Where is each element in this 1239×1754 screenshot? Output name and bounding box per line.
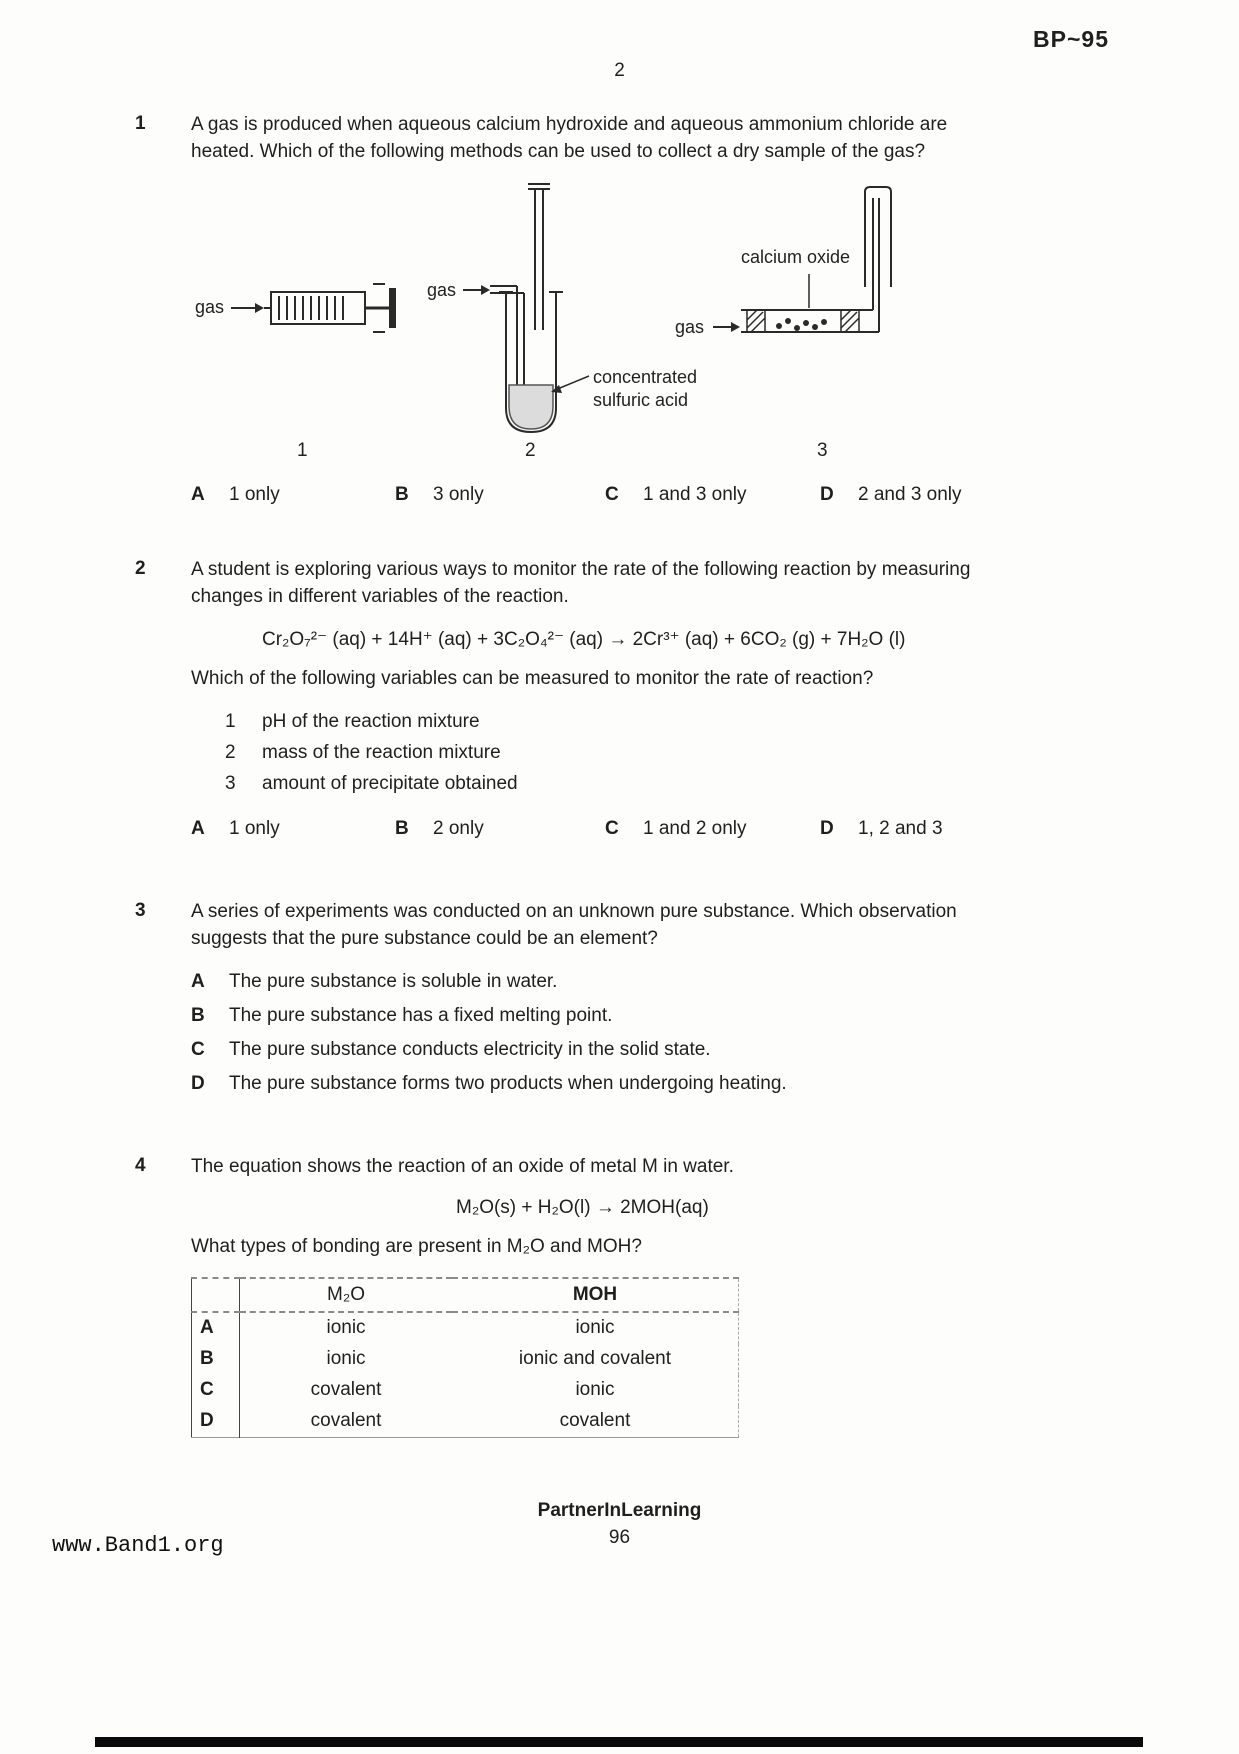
option-letter: D [820,817,834,839]
option-text: 2 only [433,817,484,839]
cell-moh: ionic and covalent [518,1348,672,1370]
apparatus-svg [191,180,991,468]
row-letter: C [192,1375,240,1406]
list-item-number: 2 [225,741,236,763]
option-c [605,816,820,843]
column-header-m2o: M₂O [240,1278,452,1312]
option-c [605,482,820,509]
cell-moh: ionic [575,1317,615,1339]
option-text: The pure substance conducts electricity in the solid state. [229,1038,711,1060]
gas-label-1: gas [195,296,225,317]
question-3-text: A series of experiments was conducted on an unknown pure substance. Which observation suggests that the pure substance could be an element? [191,900,957,949]
question-2-equation: Cr₂O₇²⁻ (aq) + 14H⁺ (aq) + 3C₂O₄²⁻ (aq) → 2Cr³⁺ (aq) + 6CO₂ (g) + 7H₂O (l) [262,628,906,650]
footer-url: www.Band1.org [52,1533,224,1558]
option-text: 2 and 3 only [858,483,962,505]
page-content [135,112,995,1438]
option-letter: B [395,483,409,505]
option-a [191,969,995,996]
question-3-options [191,969,995,1098]
option-letter: A [191,970,205,992]
question-4 [135,1154,995,1438]
option-letter: D [820,483,834,505]
table-row [192,1406,739,1437]
option-d [820,482,995,509]
question-1-number: 1 [135,113,146,134]
list-item-text: pH of the reaction mixture [262,710,480,732]
question-2-options [191,816,995,843]
option-a [191,482,395,509]
option-d [820,816,995,843]
list-item-text: amount of precipitate obtained [262,772,518,794]
gas-label-2: gas [427,279,457,300]
cell-m2o: ionic [326,1348,366,1370]
option-text: 1 and 2 only [643,817,747,839]
page-number: 2 [614,60,625,81]
table-header-row [192,1278,739,1312]
question-2-subtext: Which of the following variables can be measured to monitor the rate of reaction? [191,667,874,689]
gas-collection-diagram [191,180,991,468]
cell-moh: ionic [575,1379,615,1401]
row-letter: A [192,1312,240,1344]
apparatus-3-number: 3 [817,439,828,461]
option-letter: C [191,1038,205,1060]
option-c [191,1037,995,1064]
option-text: 1 only [229,483,280,505]
list-item-number: 3 [225,772,236,794]
row-letter: B [192,1344,240,1375]
question-1-text: A gas is produced when aqueous calcium hydroxide and aqueous ammonium chloride are heated. Which of the following methods can be used to collect a dry sample of the gas? [191,114,948,162]
option-b [191,1003,995,1030]
question-2 [135,557,995,843]
option-a [191,816,395,843]
list-item-number: 1 [225,710,236,732]
question-3-number: 3 [135,899,146,921]
question-2-text: A student is exploring various ways to monitor the rate of the following reaction by measuring changes in different variables of the reaction. [191,558,971,607]
cell-m2o: covalent [310,1410,382,1432]
question-4-equation: M₂O(s) + H₂O(l) → 2MOH(aq) [456,1197,709,1219]
table-row [192,1312,739,1344]
list-item [225,709,995,736]
question-4-subtext: What types of bonding are present in M₂O and MOH? [191,1236,642,1258]
option-letter: B [395,817,409,839]
option-text: 1, 2 and 3 [858,817,943,839]
option-letter: A [191,483,205,505]
question-4-text: The equation shows the reaction of an oxide of metal M in water. [191,1156,734,1178]
footer-page-number: 96 [608,1527,631,1548]
option-b [395,482,605,509]
row-letter: D [192,1406,240,1437]
gas-syringe-diagram [231,284,396,332]
question-1 [135,112,995,509]
cell-m2o: ionic [326,1317,366,1339]
question-4-number: 4 [135,1155,146,1177]
bottom-scan-bar [95,1737,1143,1747]
table-corner-cell [192,1278,240,1312]
option-letter: C [605,817,619,839]
option-letter: C [605,483,619,505]
question-3 [135,899,995,1105]
option-b [395,816,605,843]
bonding-table [191,1277,739,1438]
apparatus-2-number: 2 [525,439,536,461]
apparatus-1-number: 1 [297,439,308,461]
option-text: The pure substance has a fixed melting point. [229,1004,613,1026]
option-text: 1 only [229,817,280,839]
calcium-oxide-label: calcium oxide [741,246,851,267]
option-text: The pure substance is soluble in water. [229,970,558,992]
table-row [192,1344,739,1375]
list-item [225,740,995,767]
column-header-moh: MOH [452,1278,739,1312]
table-row [192,1375,739,1406]
option-letter: B [191,1004,205,1026]
gas-label-3: gas [675,316,705,337]
option-d [191,1071,995,1098]
question-2-number: 2 [135,557,146,579]
list-item [225,771,995,798]
cell-m2o: covalent [310,1379,382,1401]
question-2-variable-list [225,709,995,798]
question-1-options [191,482,995,509]
option-text: 3 only [433,483,484,505]
option-text: 1 and 3 only [643,483,747,505]
paper-code: BP~95 [1033,26,1109,52]
list-item-text: mass of the reaction mixture [262,741,501,763]
cell-moh: covalent [559,1410,631,1432]
option-letter: D [191,1072,205,1094]
option-letter: A [191,817,205,839]
drying-tube-diagram [463,184,589,432]
footer-brand: PartnerInLearning [537,1500,702,1521]
sulfuric-acid-label: concentrated sulfuric acid [593,366,698,411]
option-text: The pure substance forms two products when undergoing heating. [229,1072,787,1094]
